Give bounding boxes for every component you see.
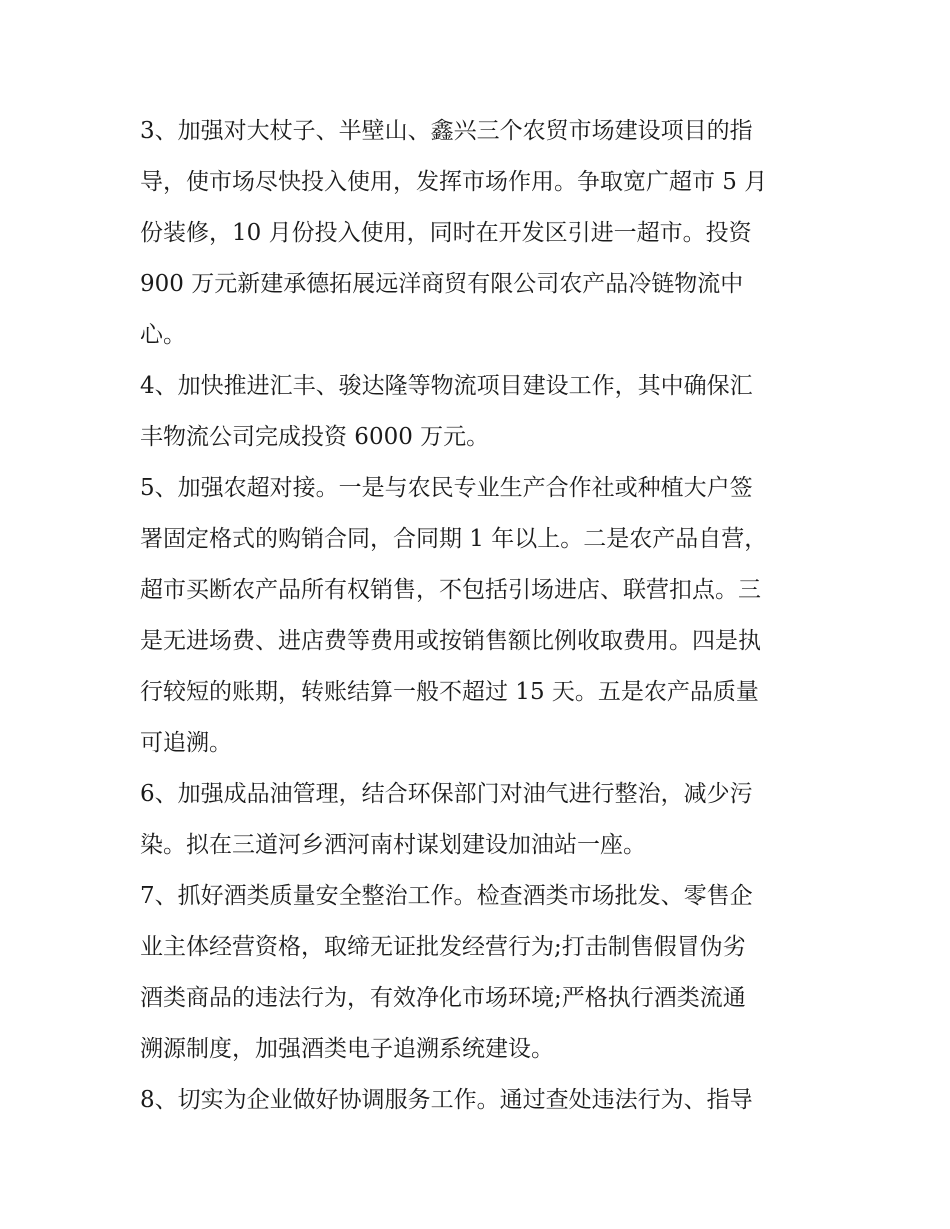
text-line: 4、加快推进汇丰、骏达隆等物流项目建设工作，其中确保汇 [140,373,753,399]
text-line: 900 万元新建承德拓展远洋商贸有限公司农产品冷链物流中 [140,271,744,297]
text-line: 8、切实为企业做好协调服务工作。通过查处违法行为、指导 [140,1087,753,1113]
text-line: 署固定格式的购销合同，合同期 1 年以上。二是农产品自营， [140,526,768,552]
text-line: 心。 [140,322,186,348]
text-line: 是无进场费、进店费等费用或按销售额比例收取费用。四是执 [140,628,761,654]
text-line: 3、加强对大杖子、半壁山、鑫兴三个农贸市场建设项目的指 [140,118,753,144]
text-line: 可追溯。 [140,730,232,756]
text-line: 5、加强农超对接。一是与农民专业生产合作社或种植大户签 [140,475,753,501]
text-line: 丰物流公司完成投资 6000 万元。 [140,424,490,450]
text-line: 份装修，10 月份投入使用，同时在开发区引进一超市。投资 [140,220,752,246]
text-line: 酒类商品的违法行为，有效净化市场环境;严格执行酒类流通 [140,985,746,1011]
document-body [140,106,820,1126]
text-line: 超市买断农产品所有权销售，不包括引场进店、联营扣点。三 [140,577,761,603]
text-line: 导，使市场尽快投入使用，发挥市场作用。争取宽广超市 5 月 [140,169,768,195]
text-line: 业主体经营资格，取缔无证批发经营行为;打击制售假冒伪劣 [140,934,746,960]
text-line: 溯源制度，加强酒类电子追溯系统建设。 [140,1036,554,1062]
text-line: 6、加强成品油管理，结合环保部门对油气进行整治，减少污 [140,781,753,807]
text-line: 7、抓好酒类质量安全整治工作。检查酒类市场批发、零售企 [140,883,753,909]
text-line: 行较短的账期，转账结算一般不超过 15 天。五是农产品质量 [140,679,759,705]
text-line: 染。拟在三道河乡洒河南村谋划建设加油站一座。 [140,832,646,858]
